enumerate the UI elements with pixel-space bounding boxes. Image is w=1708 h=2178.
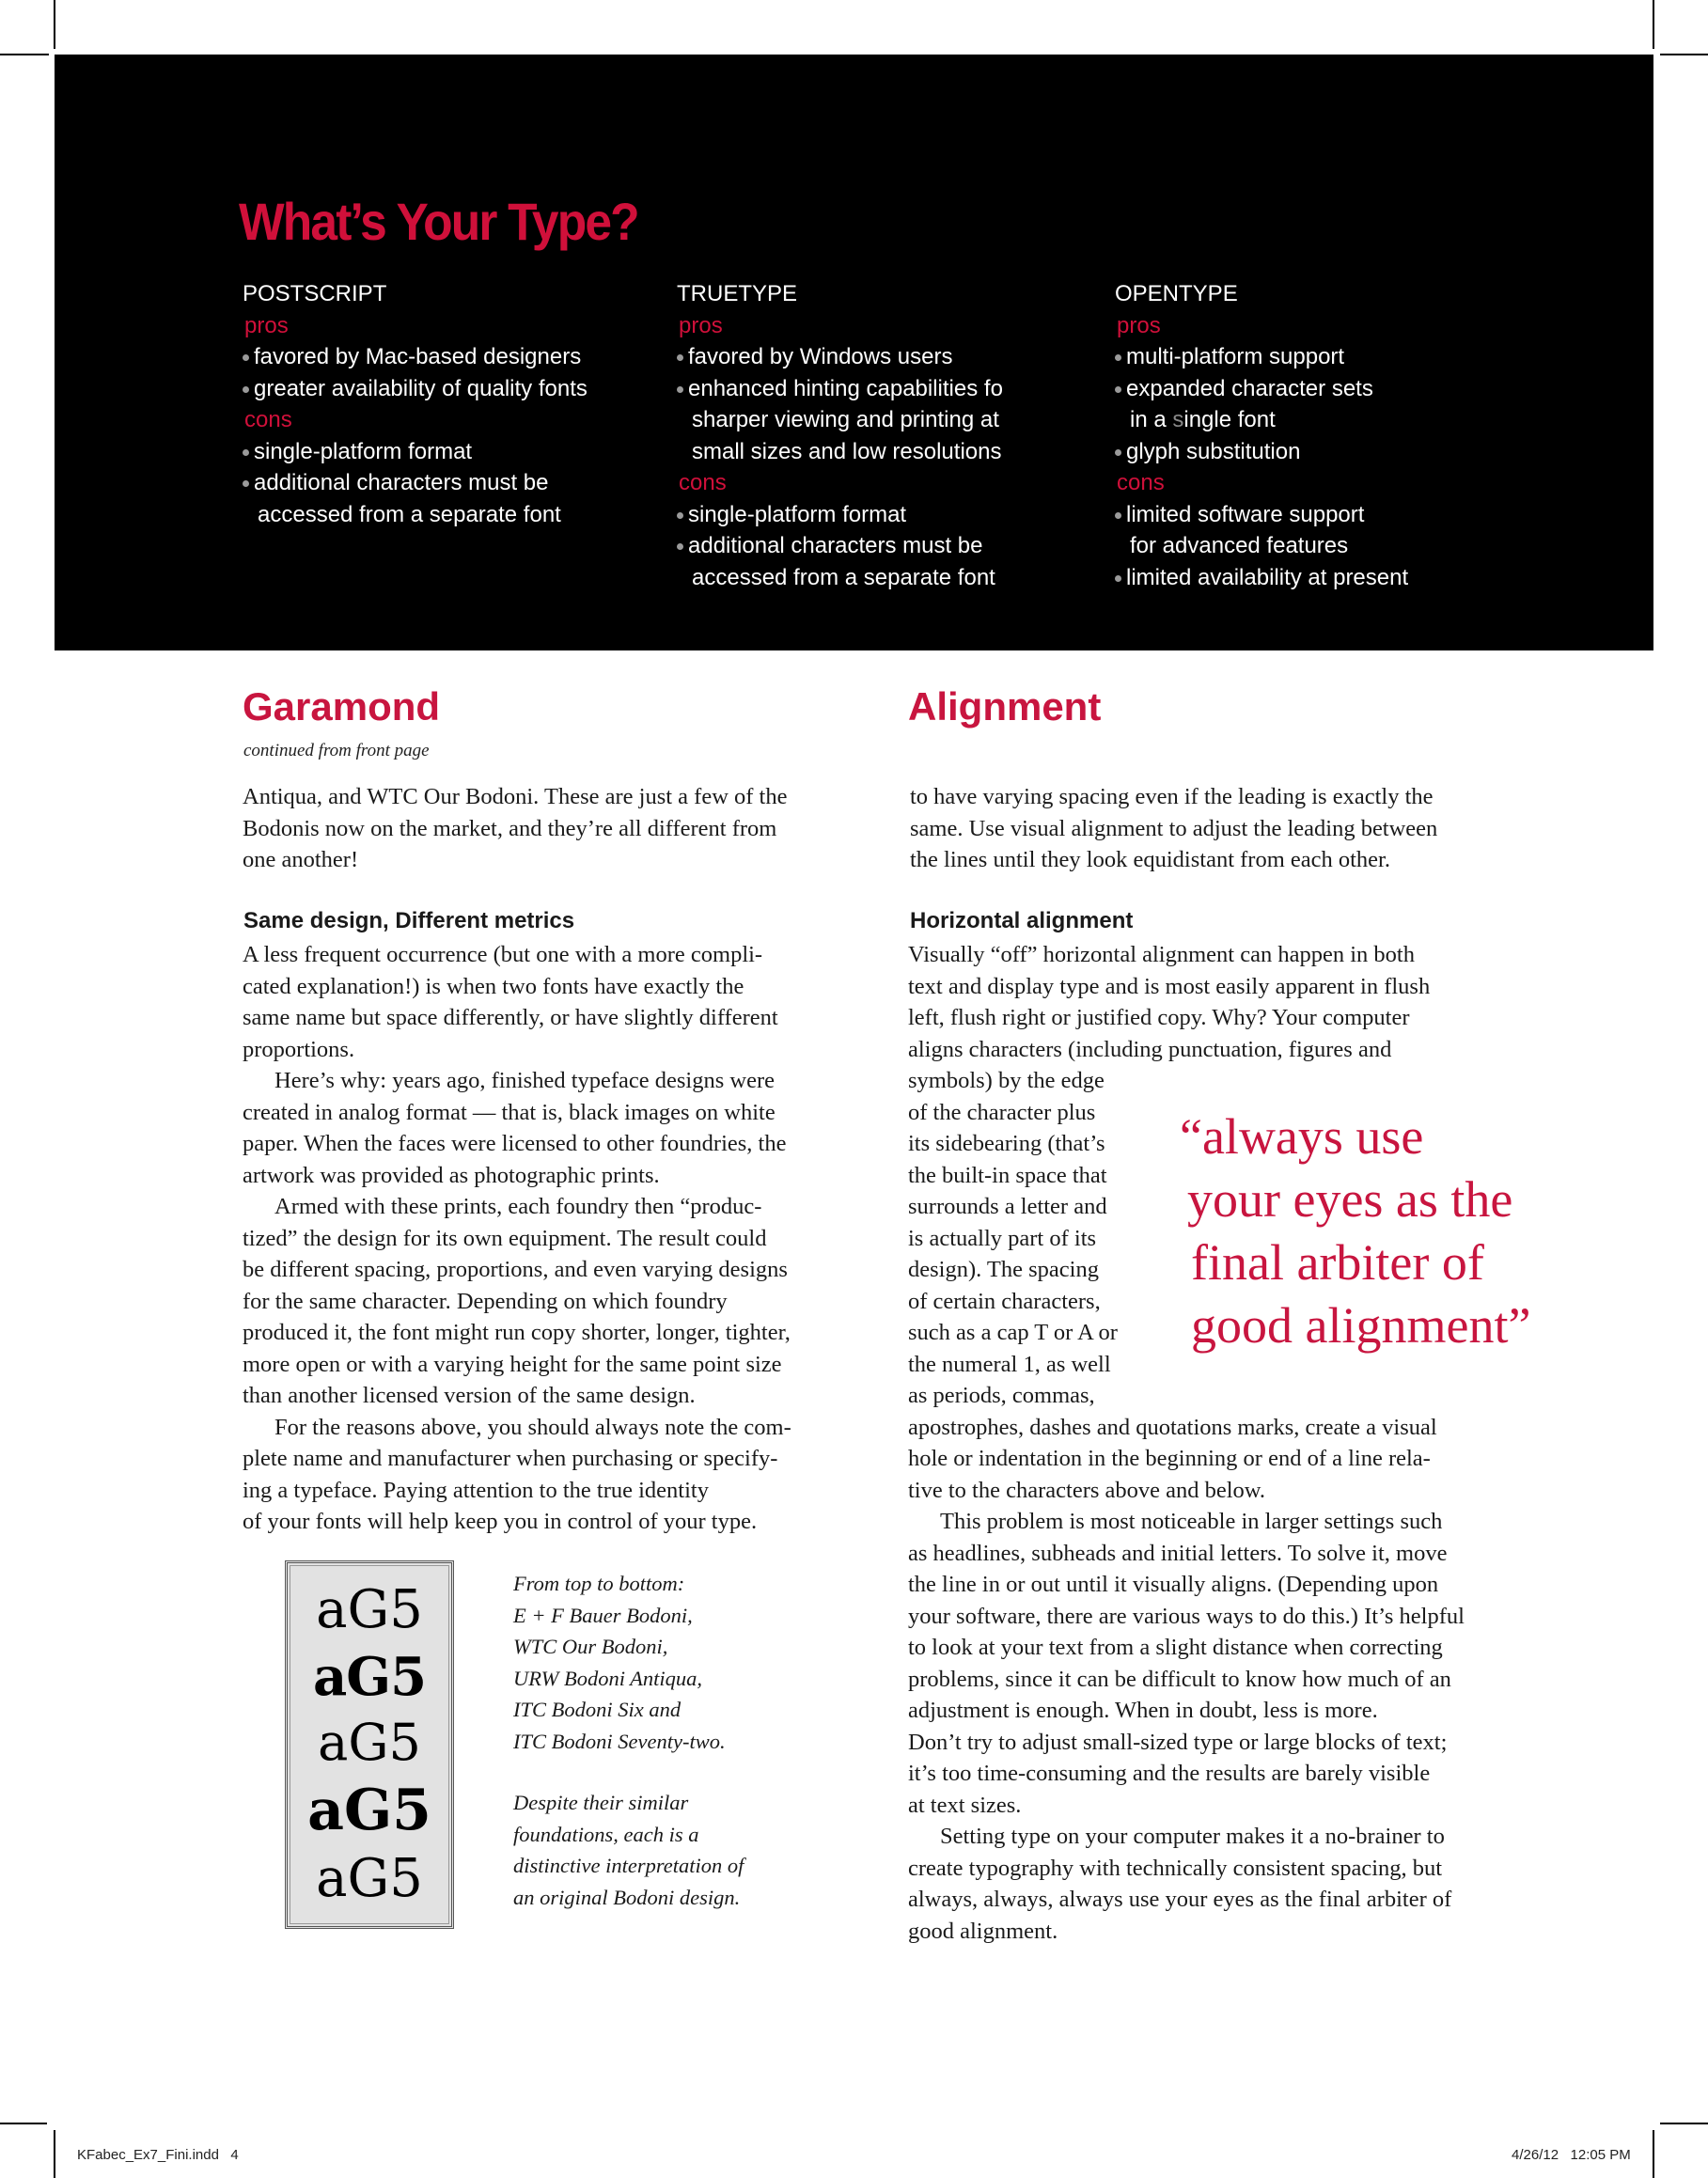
specimen-glyphs: aG5: [318, 1712, 421, 1772]
truetype-column: [677, 278, 1003, 593]
specimen-glyphs: aG5: [307, 1778, 431, 1844]
specimen-glyphs: aG5: [316, 1578, 423, 1640]
list-item-continuation: in a single font: [1130, 407, 1276, 432]
list-item-continuation: small sizes and low resolutions: [692, 438, 1002, 464]
bullet-icon: [1115, 575, 1121, 582]
list-item: additional characters must be: [677, 530, 1003, 562]
alignment-body: Visually “off” horizontal alignment can happen in both text and display type and is most easily apparent in flush left, flush right or justified copy. Why? Your computer aligns characters (including punctuation, figures and symbols) by the edge of the character plus its sidebearing (that’s the built-in space that surrounds a letter and is actually part of its design). The spacing of certain characters, such as a cap T or A or the numeral 1, as well as periods, commas, apostrophes, dashes and quotations marks, create a visual hole or indentation in the beginning or end of a line rela- tive to the characters above and below. This problem is most noticeable in larger settings such as headlines, subheads and initial letters. To solve it, move the line in or out until it visually aligns. (Depending upon your software, there are various ways to do this.) It’s helpful to look at your text from a slight distance when correcting problems, since it can be difficult to know how much of an adjustment is enough. When in doubt, less is more. Don’t try to adjust small-sized type or large blocks of text; it’s too time-consuming and the results are barely visible at text sizes. Setting type on your computer makes it a no-brainer to create typography with technically consistent spacing, but always, always, always use your eyes as the final arbiter of good alignment.: [908, 942, 1465, 1944]
bullet-icon: [677, 354, 683, 361]
crop-mark: [1653, 0, 1654, 49]
list-item-continuation: sharper viewing and printing at: [692, 407, 999, 432]
alignment-intro: to have varying spacing even if the leading is exactly the same. Use visual alignment to adjust the leading between the lines until they look equidistant from each other.: [910, 784, 1438, 872]
list-item: limited software support: [1115, 499, 1408, 531]
garamond-body: A less frequent occurrence (but one with a more compli- cated explanation!) is when two fonts have exactly the same name but space differently, or have slightly different proportions. Here’s why: years ago, finished typeface designs were created in analog format — that is, black images on white paper. When the faces were licensed to other foundries, the artwork was provided as photographic prints. Armed with these prints, each foundry then “produc- tized” the design for its own equipment. The result could be different spacing, proportions, and even varying designs for the same character. Depending on which foundry produced it, the font might run copy shorter, longer, tighter, more open or with a varying height for the same point size than another licensed version of the same design. For the reasons above, you should always note the com- plete name and manufacturer when purchasing or specify- ing a typeface. Paying attention to the true identity of your fonts will help keep you in control of your type.: [243, 942, 791, 1534]
list-item: additional characters must be: [243, 467, 588, 499]
crop-mark: [54, 2130, 55, 2178]
bullet-icon: [677, 543, 683, 550]
cons-label: cons: [679, 470, 727, 495]
garamond-heading: Garamond: [243, 684, 441, 729]
pros-label: pros: [244, 312, 289, 338]
bullet-icon: [243, 449, 249, 456]
list-item: expanded character sets: [1115, 373, 1408, 405]
bullet-icon: [243, 386, 249, 393]
bullet-icon: [243, 354, 249, 361]
column-heading: POSTSCRIPT: [243, 281, 387, 306]
bullet-icon: [1115, 386, 1121, 393]
crop-mark: [0, 2123, 47, 2124]
banner-title: What’s Your Type?: [239, 192, 638, 251]
opentype-column: [1115, 278, 1408, 593]
list-item: single-platform format: [243, 436, 588, 468]
list-item: glyph substitution: [1115, 436, 1408, 468]
bullet-icon: [1115, 512, 1121, 519]
bullet-icon: [677, 386, 683, 393]
bullet-icon: [677, 512, 683, 519]
subhead-horizontal-alignment: Horizontal alignment: [910, 908, 1134, 933]
crop-mark: [1660, 2123, 1708, 2124]
print-timestamp: 4/26/12 12:05 PM: [1512, 2147, 1631, 2163]
pull-quote: “always use your eyes as the final arbiter of good alignment”: [1180, 1108, 1531, 1354]
type-comparison-banner: [55, 55, 1653, 650]
column-heading: OPENTYPE: [1115, 281, 1238, 306]
file-slug: KFabec_Ex7_Fini.indd 4: [77, 2147, 239, 2163]
bullet-icon: [1115, 354, 1121, 361]
bullet-icon: [243, 480, 249, 487]
bodoni-specimen-figure: [285, 1560, 454, 1929]
specimen-caption: From top to bottom: E + F Bauer Bodoni, WTC Our Bodoni, URW Bodoni Antiqua, ITC Bodoni Six and ITC Bodoni Seventy-two.: [513, 1572, 726, 1753]
list-item-continuation: for advanced features: [1130, 533, 1349, 558]
postscript-column: [243, 278, 588, 530]
list-item: enhanced hinting capabilities fo: [677, 373, 1003, 405]
crop-mark: [54, 0, 55, 49]
list-item: favored by Mac-based designers: [243, 341, 588, 373]
pros-label: pros: [1117, 312, 1161, 338]
list-item-continuation: accessed from a separate font: [692, 564, 995, 590]
specimen-glyphs: aG5: [316, 1848, 423, 1910]
specimen-caption-note: Despite their similar foundations, each is a distinctive interpretation of an original Bodoni design.: [513, 1791, 744, 1909]
subhead-same-design: Same design, Different metrics: [243, 908, 575, 933]
bullet-icon: [1115, 449, 1121, 456]
crop-mark: [0, 54, 49, 55]
garamond-intro: Antiqua, and WTC Our Bodoni. These are just a few of the Bodonis now on the market, and they’re all different from one another!: [243, 784, 788, 872]
list-item: limited availability at present: [1115, 562, 1408, 594]
cons-label: cons: [244, 407, 292, 432]
list-item: single-platform format: [677, 499, 1003, 531]
crop-mark: [1653, 2130, 1654, 2178]
cons-label: cons: [1117, 470, 1165, 495]
list-item: favored by Windows users: [677, 341, 1003, 373]
column-heading: TRUETYPE: [677, 281, 798, 306]
list-item-continuation: accessed from a separate font: [258, 501, 561, 527]
specimen-glyphs: aG5: [312, 1645, 427, 1708]
alignment-heading: Alignment: [908, 684, 1102, 729]
list-item: greater availability of quality fonts: [243, 373, 588, 405]
pros-label: pros: [679, 312, 723, 338]
list-item: multi-platform support: [1115, 341, 1408, 373]
crop-mark: [1660, 54, 1708, 55]
byline: continued from front page: [243, 741, 430, 760]
